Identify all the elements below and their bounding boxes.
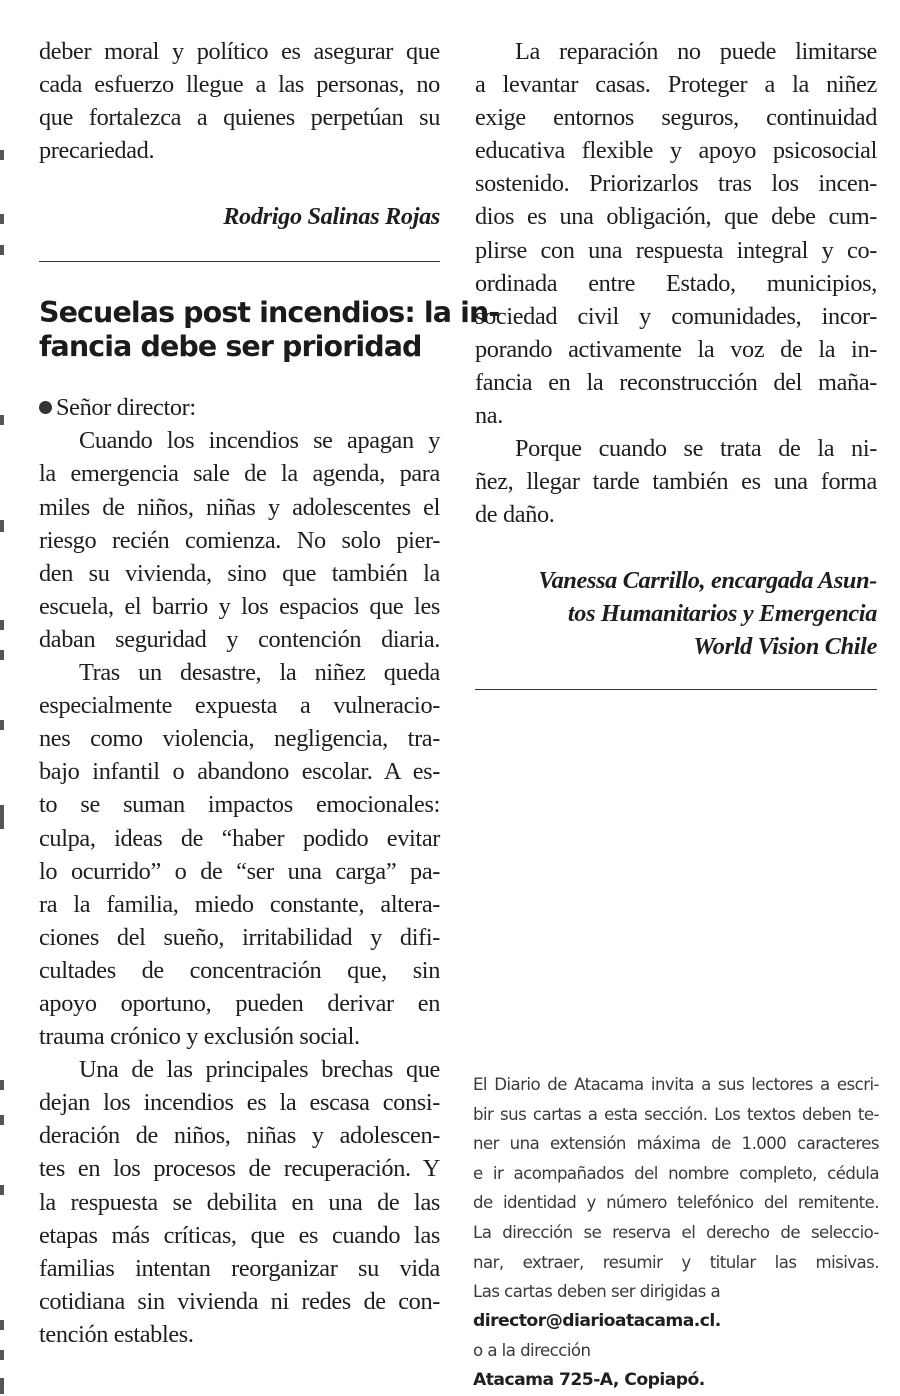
signature-rodrigo-salinas: Rodrigo Salinas Rojas xyxy=(223,203,440,231)
left-column xyxy=(39,35,500,1351)
text-line: den su vivienda, sino que también la xyxy=(39,559,440,587)
text-line: precariedad. xyxy=(39,137,155,165)
letter-body-continued xyxy=(475,35,877,531)
text-line: la emergencia sale de la agenda, para xyxy=(39,460,440,488)
salutation xyxy=(39,391,440,424)
text-line: escuela, el barrio y los espacios que les xyxy=(39,592,440,620)
text-line: cultades de concentración que, sin xyxy=(39,956,440,984)
notice-address: Atacama 725-A, Copiapó. xyxy=(473,1369,705,1390)
headline-line: fancia debe ser prioridad xyxy=(39,330,422,364)
text-line: plirse con una respuesta integral y co- xyxy=(475,236,877,264)
notice-address-intro: o a la dirección xyxy=(473,1341,591,1361)
notice-line: ner una extensión máxima de 1.000 caracteres xyxy=(473,1134,879,1154)
adjacent-column-edge xyxy=(0,0,10,1396)
text-line: exige entornos seguros, continuidad xyxy=(475,104,877,132)
text-line: educativa flexible y apoyo psicosocial xyxy=(475,137,877,165)
text-line: la respuesta se debilita en una de las xyxy=(39,1188,440,1216)
text-line: familias intentan reorganizar su vida xyxy=(39,1254,440,1282)
separator-rule xyxy=(39,261,440,262)
text-line: Una de las principales brechas que xyxy=(79,1056,440,1084)
signature-vanessa-carrillo xyxy=(475,564,877,663)
text-line: trauma crónico y exclusión social. xyxy=(39,1023,360,1051)
headline-line: Secuelas post incendios: la in- xyxy=(39,296,500,330)
text-line: apoyo oportuno, pueden derivar en xyxy=(39,989,440,1017)
text-line: etapas más críticas, que es cuando las xyxy=(39,1221,440,1249)
text-line: Cuando los incendios se apagan y xyxy=(79,427,440,455)
text-line: sostenido. Priorizarlos tras los incen- xyxy=(475,170,877,198)
bullet-icon xyxy=(39,401,52,414)
text-line: sociedad civil y comunidades, incor- xyxy=(475,302,877,330)
text-line: porando activamente la voz de la in- xyxy=(475,335,877,363)
text-line: especialmente expuesta a vulneracio- xyxy=(39,692,440,720)
notice-line: nar, extraer, resumir y titular las misivas. xyxy=(473,1252,879,1272)
text-line: culpa, ideas de “haber podido evitar xyxy=(39,824,440,852)
signature-line: Vanessa Carrillo, encargada Asun- xyxy=(538,567,877,595)
notice-line: Las cartas deben ser dirigidas a xyxy=(473,1282,721,1302)
text-line: cada esfuerzo llegue a las personas, no xyxy=(39,71,440,99)
text-line: a levantar casas. Proteger a la niñez xyxy=(475,71,877,99)
text-line: que fortalezca a quienes perpetúan su xyxy=(39,104,440,132)
right-column xyxy=(475,35,877,690)
text-line: tes en los procesos de recuperación. Y xyxy=(39,1155,440,1183)
notice-line: La dirección se reserva el derecho de seleccio- xyxy=(473,1222,879,1242)
previous-letter-ending xyxy=(39,35,440,167)
text-line: cotidiana sin vivienda ni redes de con- xyxy=(39,1287,440,1315)
text-line: na. xyxy=(475,402,503,430)
text-line: deber moral y político es asegurar que xyxy=(39,38,440,65)
text-line: ra la familia, miedo constante, altera- xyxy=(39,890,440,918)
submission-notice xyxy=(473,1070,879,1396)
text-line: Porque cuando se trata de la ni- xyxy=(515,435,877,463)
letter-body xyxy=(39,424,440,1351)
text-line: lo ocurrido” o de “ser una carga” pa- xyxy=(39,857,440,885)
text-line: ciones del sueño, irritabilidad y difi- xyxy=(39,923,440,951)
notice-line: El Diario de Atacama invita a sus lectores a escri- xyxy=(473,1075,879,1094)
separator-rule xyxy=(475,689,877,690)
signature-line: tos Humanitarios y Emergencia xyxy=(567,600,877,628)
text-line: miles de niños, niñas y adolescentes el xyxy=(39,493,440,521)
notice-email: director@diarioatacama.cl. xyxy=(473,1310,721,1331)
text-line: dios es una obligación, que debe cum- xyxy=(475,203,877,231)
notice-line: bir sus cartas a esta sección. Los textos deben te- xyxy=(473,1104,879,1124)
notice-line: de identidad y número telefónico del remitente. xyxy=(473,1193,879,1213)
text-line: tención estables. xyxy=(39,1320,194,1348)
text-line: riesgo recién comienza. No solo pier- xyxy=(39,526,440,554)
text-line: deración de niños, niñas y adolescen- xyxy=(39,1122,440,1150)
text-line: dejan los incendios es la escasa consi- xyxy=(39,1089,440,1117)
text-line: bajo infantil o abandono escolar. A es- xyxy=(39,758,440,786)
text-line: ñez, llegar tarde también es una forma xyxy=(475,468,877,496)
text-line: La reparación no puede limitarse xyxy=(515,38,877,65)
notice-line: e ir acompañados del nombre completo, cédula xyxy=(473,1163,879,1183)
text-line: de daño. xyxy=(475,501,555,529)
text-line: to se suman impactos emocionales: xyxy=(39,791,440,819)
text-line: daban seguridad y contención diaria. xyxy=(39,625,440,653)
signature-line: World Vision Chile xyxy=(693,633,877,661)
text-line: Tras un desastre, la niñez queda xyxy=(79,659,440,687)
salutation-text: Señor director: xyxy=(56,394,196,422)
text-line: nes como violencia, negligencia, tra- xyxy=(39,725,440,753)
letter-headline xyxy=(39,296,500,364)
text-line: ordinada entre Estado, municipios, xyxy=(475,269,877,297)
text-line: fancia en la reconstrucción del maña- xyxy=(475,368,877,396)
